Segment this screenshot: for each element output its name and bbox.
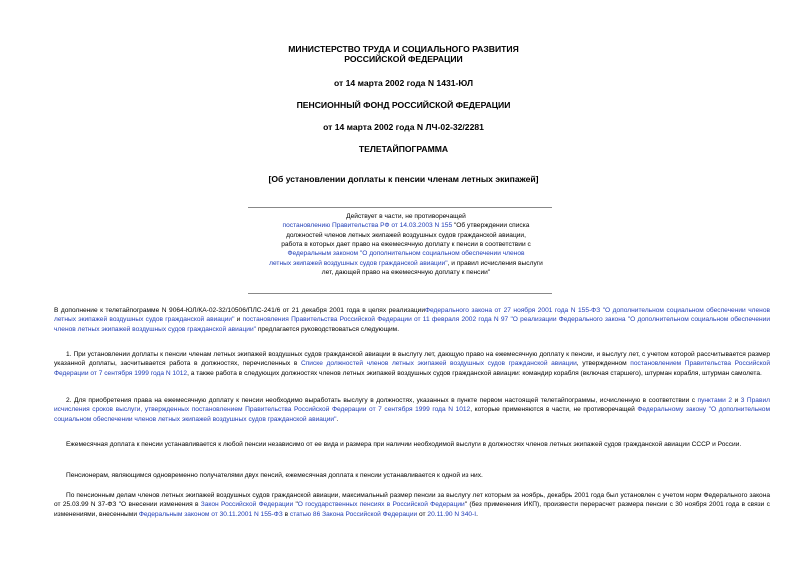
note-line: [240, 221, 572, 230]
paragraph-item-1: [54, 350, 770, 378]
federal-law-link-cont[interactable]: летных экипажей воздушных судов гражданской авиации": [269, 259, 448, 267]
note-text: , и правил исчисления выслуги: [447, 259, 543, 267]
text: , которые применяются в части, не противоречащей: [470, 406, 638, 414]
document-title: [Об установлении доплаты к пенсии членам летных экипажей]: [268, 174, 539, 184]
service-rules-link[interactable]: Правил исчисления сроков выслуги, утвержденных постановлением Правительства Российской Федерации от 7 сентября 1999 года N 1012: [54, 397, 770, 414]
article-86-link[interactable]: статью 86 Закона Российской Федерации: [289, 510, 418, 518]
paragraph-intro: [54, 306, 770, 334]
text: .: [476, 510, 478, 518]
paragraph-supplement: Ежемесячная доплата к пенсии устанавливается к любой пенсии независимо от ее вида и размера при наличии необходимой выслуги в должностях членов летных экипажей судов гражданской авиации СССР и России.: [66, 441, 742, 448]
text: , а также работа в следующих должностях членов летных экипажей воздушных судов гражданской авиации: командир корабля (включая старшего), штурман корабля, штурман самолета.: [187, 369, 762, 377]
text: от: [417, 510, 428, 518]
validity-note: [240, 212, 572, 278]
decree-155-link[interactable]: постановлению Правительства РФ от 14.03.2003 N 155: [282, 222, 453, 230]
text: По пенсионным делам членов летных экипажей воздушных судов гражданской авиации, максимальный размер пенсии за выслугу лет которым за ноябрь, декабрь 2001 года был установлен с учетом норм Федерального закона от 25.03.99 N 37-ФЗ "О внесении изменения в: [54, 492, 770, 509]
note-line: [240, 249, 572, 258]
text: " (без применения ИКП), произвести перерасчет размера пенсии с 30 ноября 2001 года в связи с изменениями, внесенными: [54, 501, 770, 518]
fund-date: от 14 марта 2002 года N ЛЧ-02-32/2281: [323, 122, 484, 132]
ministry-line-1: МИНИСТЕРСТВО ТРУДА И СОЦИАЛЬНОГО РАЗВИТИЯ: [288, 44, 519, 54]
note-line: Действует в части, не противоречащей: [346, 213, 466, 220]
note-bottom-divider: [248, 293, 552, 294]
text: , утвержденном: [576, 360, 631, 368]
note-line: должностей членов летных экипажей воздушных судов гражданской авиации,: [286, 231, 526, 239]
state-pensions-link[interactable]: О государственных пенсиях в Российской Федерации: [297, 501, 465, 509]
text: в: [282, 510, 290, 518]
rf-law-link[interactable]: Закон Российской Федерации: [200, 501, 294, 509]
federal-law-ref-link[interactable]: Федеральному закону "О дополнительном социальном обеспечении членов летных экипажей воздушных судов гражданской авиации": [54, 406, 771, 423]
decree-1012-link[interactable]: постановлением Правительства Российской Федерации от 7 сентября 1999 года N 1012: [54, 360, 771, 377]
text: .: [336, 415, 339, 423]
federal-law-link[interactable]: Федеральным законом "О дополнительном социальном обеспечении членов: [287, 250, 525, 258]
text: ": [293, 501, 298, 509]
note-text: "Об утверждении списка: [452, 222, 530, 230]
law-155-fz-link[interactable]: Федерального закона от 27 ноября 2001 года N 155-ФЗ "О дополнительном социальном обеспечении членов летных экипажей воздушных судов гражданской авиации": [54, 307, 770, 324]
note-line: работа в которых дает право на ежемесячную доплату к пенсии в соответствии с: [281, 241, 531, 249]
law-30-11-2001-link[interactable]: Федеральным законом от 30.11.2001 N 155-ФЗ: [138, 510, 283, 518]
points-2-link[interactable]: пунктами 2: [697, 397, 733, 404]
law-340-link[interactable]: 20.11.90 N 340-I: [427, 510, 477, 518]
fund-title: ПЕНСИОННЫЙ ФОНД РОССИЙСКОЙ ФЕДЕРАЦИИ: [296, 100, 511, 110]
text: В дополнение к телетайпограмме N 9064-ЮЛ/КА-02-32/10506/ПЛС-241/6 от 21 декабря 2001 года в целях реализации: [54, 307, 425, 314]
text: и: [234, 316, 243, 324]
ministry-title: [0, 44, 807, 65]
text: предлагается руководствоваться следующим.: [256, 325, 400, 333]
document-type: ТЕЛЕТАЙПОГРАММА: [358, 144, 449, 154]
paragraph-two-pensions: Пенсионерам, являющимся одновременно получателями двух пенсий, ежемесячная доплата к пенсии устанавливается к одной из них.: [66, 472, 483, 479]
ministry-line-2: РОССИЙСКОЙ ФЕДЕРАЦИИ: [344, 54, 463, 65]
text: 1. При установлении доплаты к пенсии членам летных экипажей воздушных судов гражданской авиации в выслугу лет, дающую право на ежемесячную доплату к пенсии, и выслугу лет, с учетом которой рассчитывается размер указанной доплаты, засчитывается работа в должностях, перечисленных в: [54, 351, 770, 368]
paragraph-recalculation: [54, 491, 770, 519]
point-3-link[interactable]: 3: [740, 397, 745, 404]
paragraph-item-2: [54, 396, 770, 424]
text: 2. Для приобретения права на ежемесячную доплату к пенсии необходимо выработать выслугу в должностях, указанных в пункте первом настоящей телетайпограммы, исчисленную в соответствии с: [66, 397, 698, 404]
note-line: [240, 259, 572, 268]
text: и: [732, 397, 741, 404]
ministry-date: от 14 марта 2002 года N 1431-ЮЛ: [334, 78, 473, 88]
positions-list-link[interactable]: Списке должностей членов летных экипажей воздушных судов гражданской авиации: [300, 360, 577, 368]
note-line: лет, дающей право на ежемесячную доплату к пенсии": [321, 269, 491, 277]
decree-97-link[interactable]: постановления Правительства Российской Федерации от 11 февраля 2002 года N 97 "О реализации Федерального закона "О дополнительном социальном обеспечении членов летных экипажей воздушных судов гражданской авиации": [54, 316, 770, 333]
note-top-divider: [248, 207, 552, 208]
